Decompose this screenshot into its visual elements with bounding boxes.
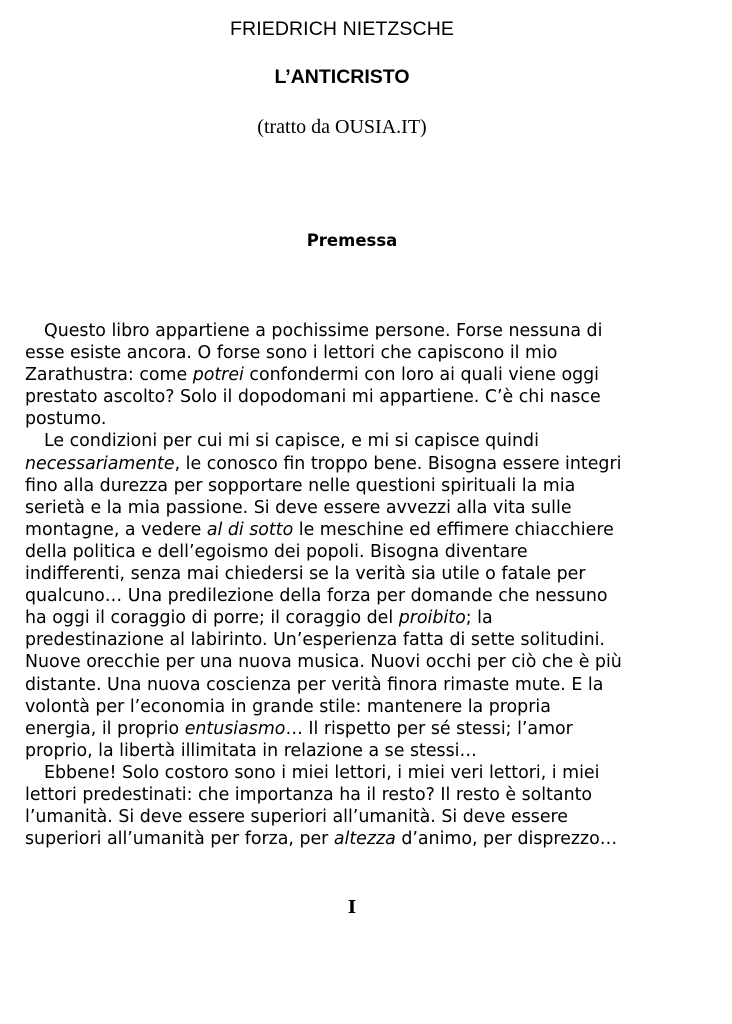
emphasis-text: altezza: [333, 829, 396, 850]
text-line: [25, 806, 705, 828]
chapter-numeral: I: [347, 897, 357, 918]
text-line: [25, 696, 705, 718]
text-segment: montagne, a vedere: [25, 519, 207, 540]
text-line: [25, 541, 705, 563]
text-line: [25, 740, 705, 762]
author-name: FRIEDRICH NIETZSCHE: [230, 18, 454, 40]
text-line: [25, 585, 705, 607]
text-segment: postumo.: [25, 409, 107, 430]
text-segment: d’animo, per disprezzo…: [395, 829, 618, 850]
text-segment: ; la: [465, 608, 493, 629]
text-line: [25, 364, 705, 386]
text-segment: confondermi con loro ai quali viene oggi: [243, 365, 599, 386]
text-line: [25, 718, 705, 740]
text-line: [25, 475, 705, 497]
emphasis-text: potrei: [192, 365, 244, 386]
text-segment: indifferenti, senza mai chiedersi se la verità sia utile o fatale per: [25, 564, 586, 585]
text-segment: Questo libro appartiene a pochissime persone. Forse nessuna di: [44, 321, 603, 341]
text-line: [25, 342, 705, 364]
text-segment: fino alla durezza per sopportare nelle questioni spirituali la mia: [25, 475, 576, 496]
text-line: [25, 563, 705, 585]
text-segment: della politica e dell’egoismo dei popoli. Bisogna diventare: [25, 541, 528, 562]
text-line: [25, 607, 705, 629]
text-segment: le meschine ed effimere chiacchiere: [293, 519, 614, 540]
text-line: [25, 408, 705, 430]
source-note: (tratto da OUSIA.IT): [257, 116, 427, 138]
section-heading: Premessa: [306, 231, 398, 250]
text-segment: energia, il proprio: [25, 718, 185, 739]
text-line: [25, 497, 705, 519]
text-segment: serietà e la mia passione. Si deve essere avvezzi alla vita sulle: [25, 497, 572, 518]
text-segment: distante. Una nuova coscienza per verità finora rimaste mute. E la: [25, 674, 604, 695]
text-line: [25, 674, 705, 696]
text-segment: qualcuno… Una predilezione della forza per domande che nessuno: [25, 586, 608, 607]
text-segment: … Il rispetto per sé stessi; l’amor: [285, 718, 573, 739]
text-line: [25, 651, 705, 673]
text-line: [25, 828, 705, 850]
text-segment: Ebbene! Solo costoro sono i miei lettori, i miei veri lettori, i miei: [44, 762, 600, 783]
text-line: [25, 320, 705, 342]
text-line: [25, 762, 705, 784]
text-segment: l’umanità. Si deve essere superiori all’umanità. Si deve essere: [25, 807, 568, 828]
text-segment: proprio, la libertà illimitata in relazione a se stessi…: [25, 740, 477, 761]
text-segment: Nuove orecchie per una nuova musica. Nuovi occhi per ciò che è più: [25, 652, 622, 673]
text-line: [25, 519, 705, 541]
text-segment: , le conosco fin troppo bene. Bisogna essere integri: [174, 453, 622, 474]
emphasis-text: entusiasmo: [184, 718, 286, 739]
text-line: [25, 629, 705, 651]
text-segment: predestinazione al labirinto. Un’esperienza fatta di sette solitudini.: [25, 630, 605, 651]
text-segment: lettori predestinati: che importanza ha il resto? Il resto è soltanto: [25, 784, 593, 805]
text-segment: superiori all’umanità per forza, per: [25, 829, 334, 850]
text-segment: prestato ascolto? Solo il dopodomani mi appartiene. C’è chi nasce: [25, 387, 601, 408]
text-line: [25, 386, 705, 408]
emphasis-text: necessariamente: [25, 453, 175, 474]
text-segment: Le condizioni per cui mi si capisce, e mi si capisce quindi: [44, 431, 539, 452]
body-text: [25, 320, 705, 850]
book-title: L’ANTICRISTO: [274, 66, 410, 88]
emphasis-text: proibito: [398, 608, 466, 629]
text-line: [25, 430, 705, 452]
text-line: [25, 453, 705, 475]
emphasis-text: al di sotto: [206, 519, 294, 540]
text-line: [25, 784, 705, 806]
text-segment: volontà per l’economia in grande stile: mantenere la propria: [25, 696, 551, 717]
text-segment: esse esiste ancora. O forse sono i lettori che capiscono il mio: [25, 343, 558, 364]
text-segment: Zarathustra: come: [25, 365, 193, 386]
text-segment: ha oggi il coraggio di porre; il coraggio del: [25, 608, 399, 629]
